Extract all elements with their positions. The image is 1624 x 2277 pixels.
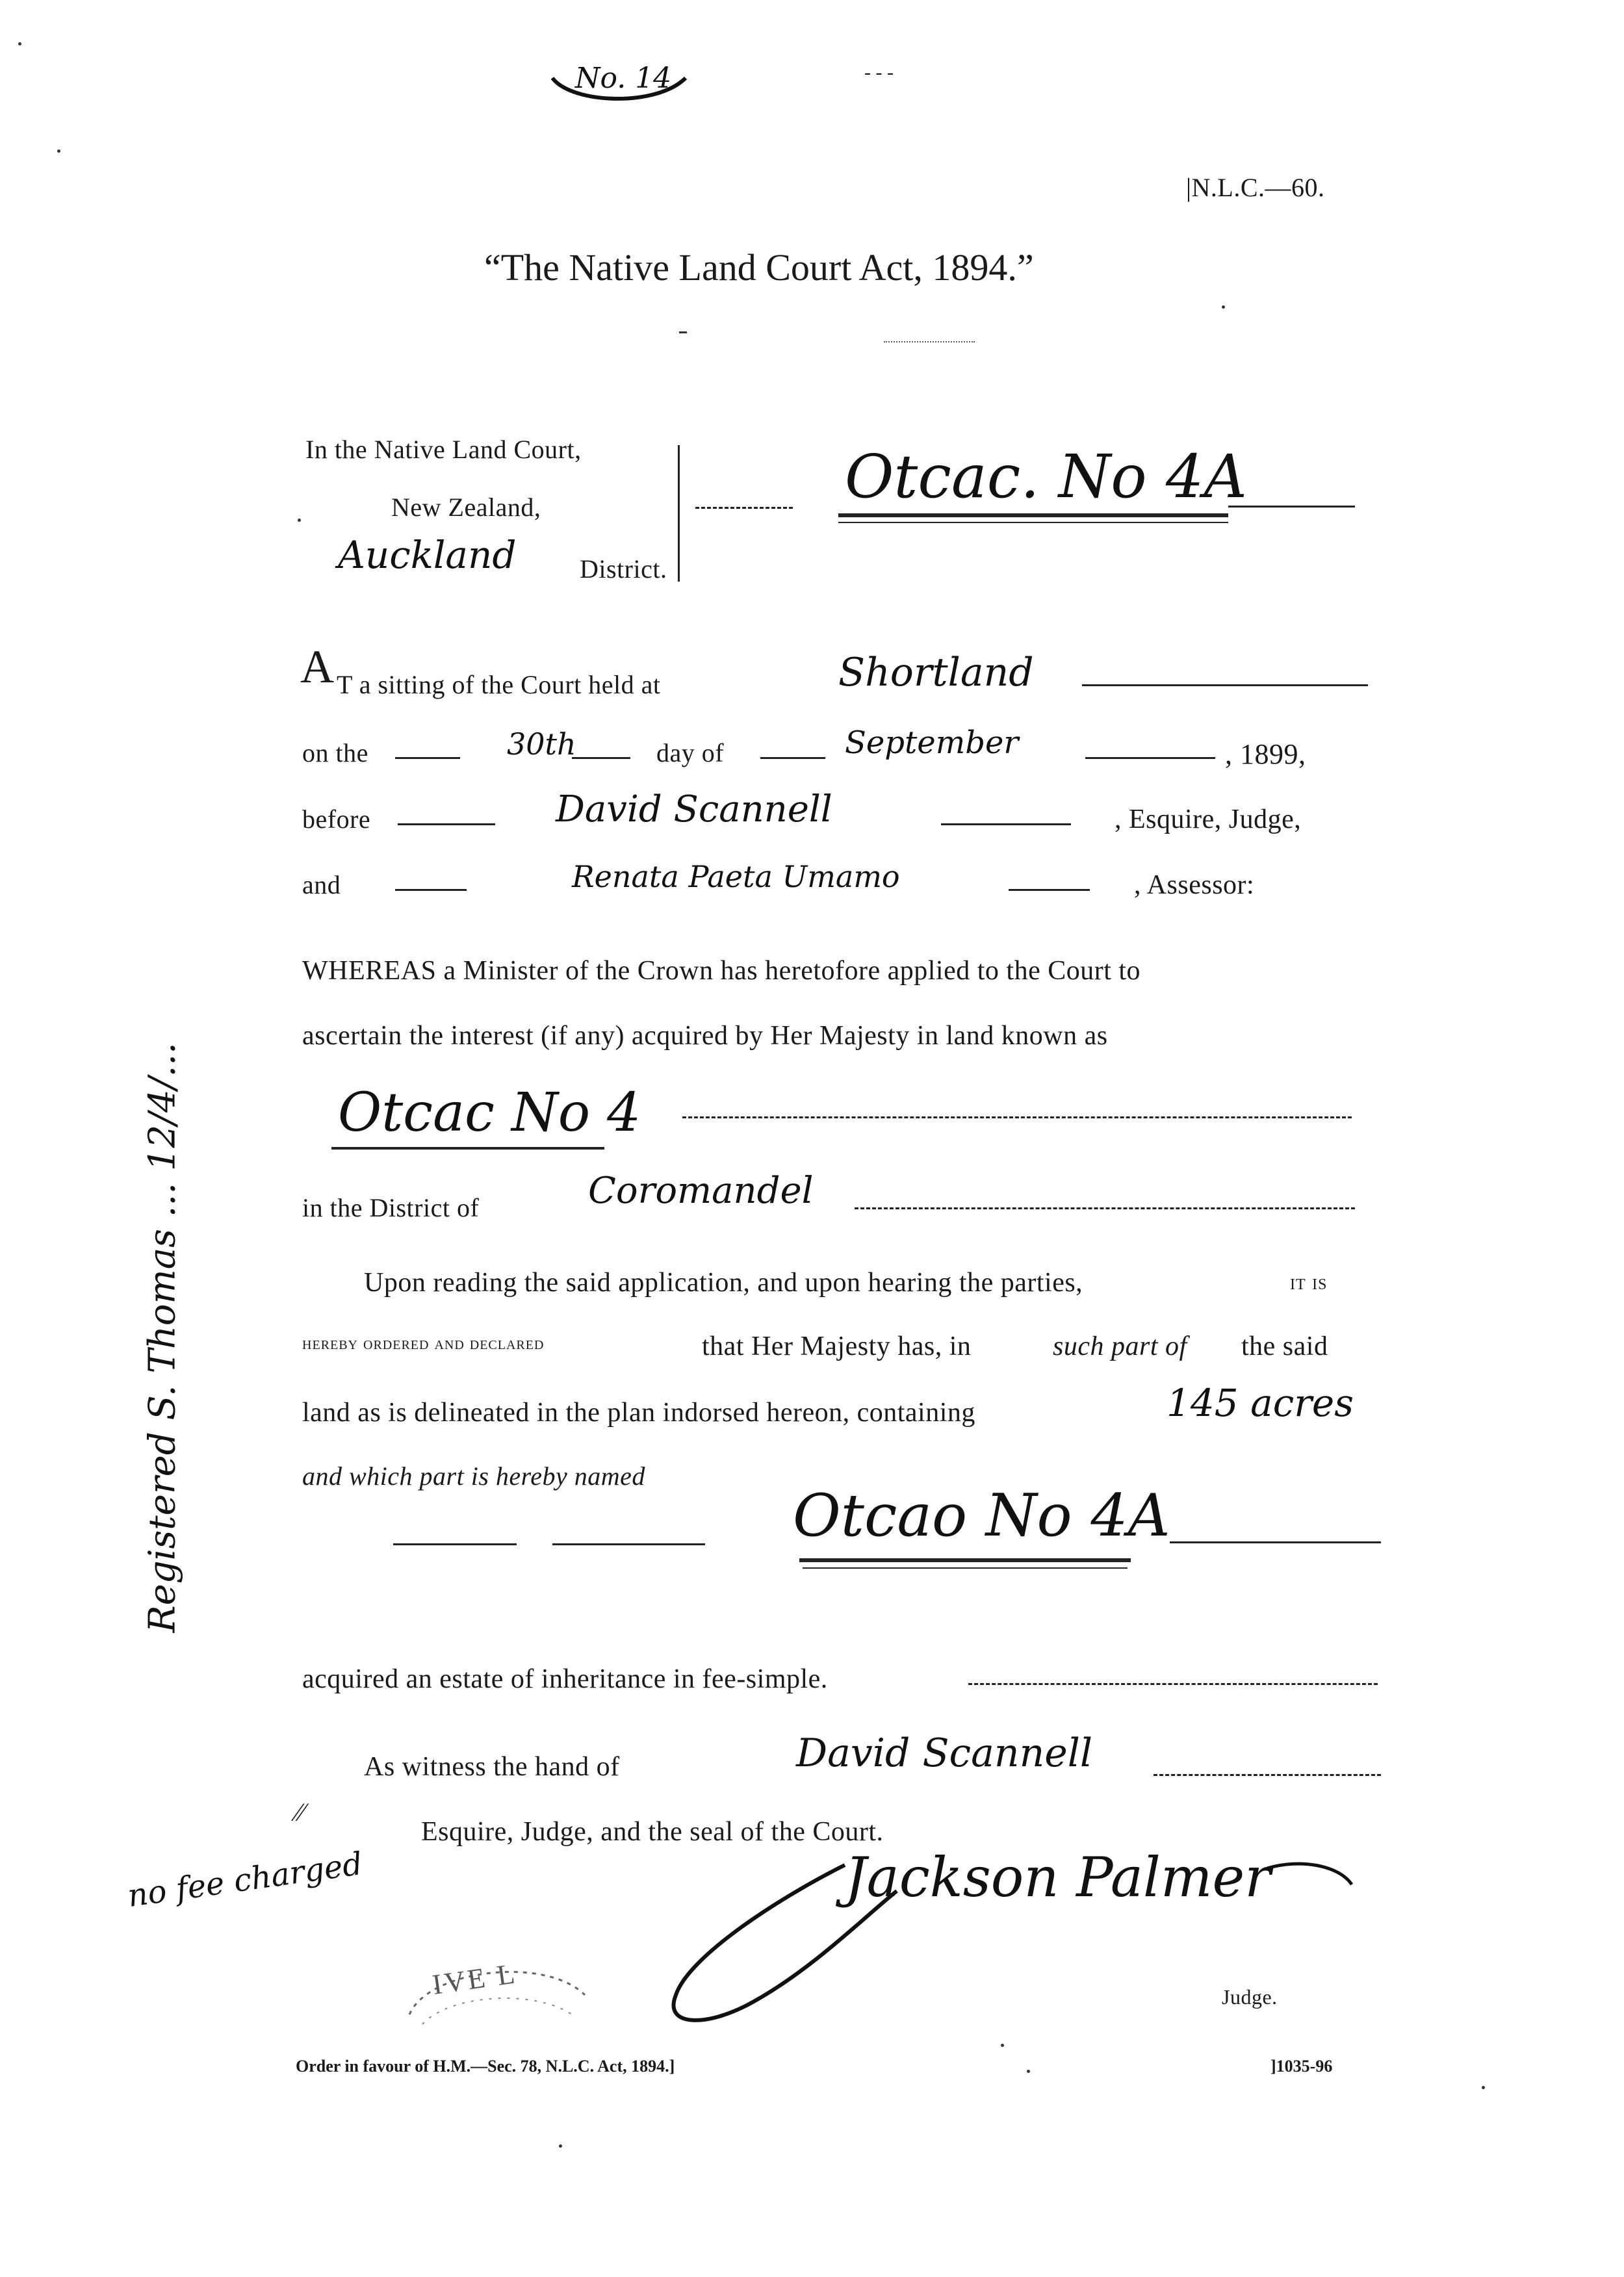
witness-name: David Scannell — [796, 1730, 1093, 1776]
month-rule-left — [760, 757, 825, 759]
speck — [559, 2144, 562, 2148]
no-fee-mark: ⁄⁄ — [296, 1797, 305, 1827]
order-line3: land as is delineated in the plan indorsed hereon, containing — [302, 1398, 975, 1428]
order-line4: and which part is hereby named — [302, 1461, 645, 1491]
sitting-day: 30th — [507, 727, 576, 762]
part-rule-1 — [393, 1543, 517, 1545]
part-rule-2 — [552, 1543, 705, 1545]
witness-prefix: As witness the hand of — [364, 1752, 620, 1782]
judge-signature: Jackson Palmer — [845, 1846, 1271, 1909]
order-line2c: such part of — [1053, 1331, 1187, 1361]
no-fee-note: no fee charged — [125, 1845, 365, 1915]
block-rule-end — [1228, 506, 1355, 508]
sitting-prefix: T a sitting of the Court held at — [337, 670, 661, 699]
acres: 145 acres — [1166, 1381, 1354, 1425]
and-label: and — [302, 870, 341, 899]
part-underline-2 — [803, 1567, 1128, 1569]
district: Coromandel — [588, 1170, 814, 1212]
order-line2d: the said — [1241, 1331, 1328, 1361]
speck — [1482, 2086, 1485, 2089]
whereas-line2: ascertain the interest (if any) acquired by Her Majesty in land known as — [302, 1021, 1108, 1051]
before-label: before — [302, 804, 371, 834]
sitting-place: Shortland — [838, 650, 1034, 695]
top-dashes: - - - — [864, 62, 894, 83]
seal-text: IVE L — [430, 1957, 519, 2001]
page-title: “The Native Land Court Act, 1894.” — [484, 246, 1034, 289]
order-line1b: it is — [1290, 1270, 1328, 1294]
month-rule-right — [1085, 757, 1215, 759]
sitting-month: September — [845, 725, 1019, 761]
speck — [1222, 305, 1225, 309]
district-label: District. — [580, 554, 667, 584]
assessor-label: , Assessor: — [1134, 870, 1255, 900]
day-rule-left — [395, 757, 460, 759]
top-scribble-loop — [546, 52, 702, 110]
day-rule-right — [572, 757, 630, 759]
district-name: Auckland — [338, 533, 517, 577]
form-code: |N.L.C.—60. — [1186, 173, 1325, 202]
part-underline — [799, 1558, 1131, 1562]
land-name: Otcac No 4 — [338, 1082, 641, 1144]
judge-label: Judge. — [1222, 1985, 1278, 2009]
order-line2a: hereby ordered and declared — [302, 1333, 545, 1354]
footer-right: ]1035-96 — [1270, 2057, 1333, 2076]
part-name: Otcao No 4A — [793, 1482, 1170, 1550]
drop-cap: A — [300, 641, 334, 693]
day-of-label: day of — [656, 738, 725, 767]
land-underline — [331, 1147, 604, 1150]
on-the-label: on the — [302, 738, 368, 767]
order-line2b: that Her Majesty has, in — [702, 1331, 972, 1361]
sitting-year: , 1899, — [1225, 738, 1306, 770]
court-line1: In the Native Land Court, — [305, 435, 582, 464]
speck — [1027, 2070, 1030, 2073]
speck — [18, 42, 21, 45]
order-line5: acquired an estate of inheritance in fee-simple. — [302, 1664, 828, 1694]
margin-note: Registered S. Thomas ... 12/4/... — [141, 1042, 184, 1633]
judge-rule-right — [941, 823, 1071, 825]
witness-rule — [1154, 1774, 1381, 1776]
top-scribble: No. 14 — [575, 62, 672, 95]
order-line1a: Upon reading the said application, and upon hearing the parties, — [364, 1268, 1083, 1298]
judge-rule-left — [398, 823, 495, 825]
district-rule — [855, 1207, 1355, 1209]
part-rule-3 — [1170, 1541, 1381, 1543]
district-prefix: in the District of — [302, 1193, 480, 1222]
fee-simple-rule — [968, 1683, 1378, 1685]
speck — [57, 149, 60, 153]
title-dash — [679, 331, 687, 333]
assessor-name: Renata Paeta Umamo — [572, 859, 900, 894]
block-underline-2 — [838, 522, 1228, 523]
place-rule — [1082, 684, 1368, 686]
speck — [1001, 2044, 1004, 2047]
speck — [298, 519, 301, 522]
block-dash — [695, 507, 793, 509]
court-brace — [678, 445, 680, 582]
assessor-rule-right — [1009, 889, 1090, 891]
footer-left: Order in favour of H.M.—Sec. 78, N.L.C. Act, 1894.] — [296, 2057, 675, 2076]
judge-name: David Scannell — [556, 788, 832, 830]
block-underline — [838, 513, 1228, 517]
title-rule — [884, 341, 975, 342]
court-line2: New Zealand, — [391, 493, 541, 522]
whereas-line1: WHEREAS a Minister of the Crown has heretofore applied to the Court to — [302, 956, 1141, 986]
assessor-rule-left — [395, 889, 467, 891]
block-name: Otcac. No 4A — [845, 442, 1247, 511]
witness-line2: Esquire, Judge, and the seal of the Court. — [421, 1817, 884, 1847]
esquire-judge: , Esquire, Judge, — [1115, 804, 1302, 834]
land-rule — [682, 1116, 1352, 1118]
